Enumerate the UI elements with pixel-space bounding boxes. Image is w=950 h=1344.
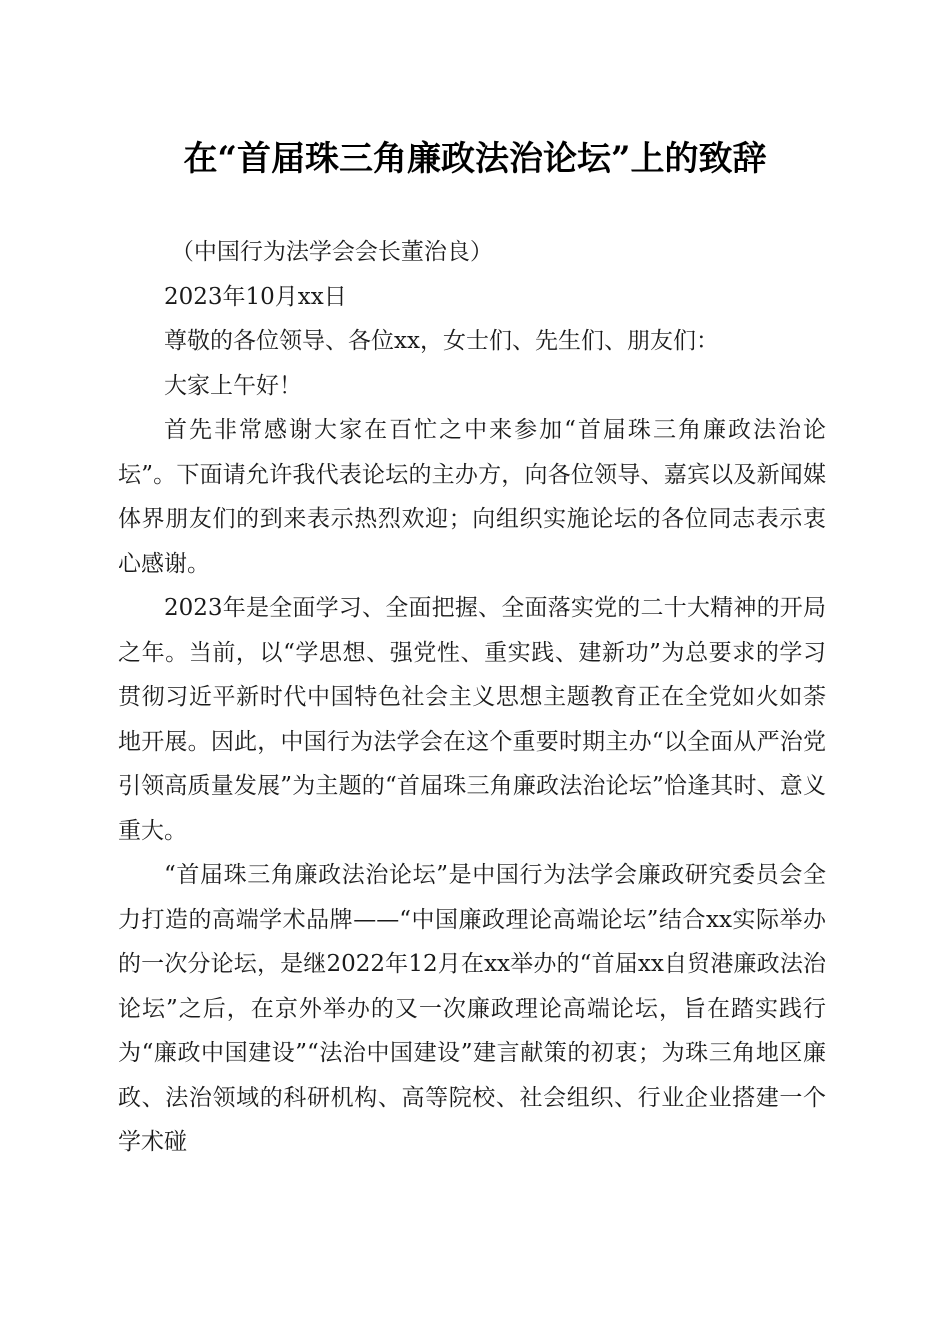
paragraph: 2023年是全面学习、全面把握、全面落实党的二十大精神的开局之年。当前，以“学思想、强党性、重实践、建新功”为总要求的学习贯彻习近平新时代中国特色社会主义思想主题教育正在全党如火如荼地开展。因此，中国行为法学会在这个重要时期主办“以全面从严治党引领高质量发展”为主题的“首届珠三角廉政法治论坛”恰逢其时、意义重大。 xyxy=(118,595,826,844)
greeting-line: 大家上午好！ xyxy=(164,372,302,399)
document-title: 在“首届珠三角廉政法治论坛”上的致辞 xyxy=(183,139,767,179)
salutation-line: 尊敬的各位领导、各位xx，女士们、先生们、朋友们： xyxy=(164,328,719,354)
speaker-line: （中国行为法学会会长董治良） xyxy=(170,239,493,265)
paragraph: “首届珠三角廉政法治论坛”是中国行为法学会廉政研究委员会全力打造的高端学术品牌——“中国廉政理论高端论坛”结合xx实际举办的一次分论坛，是继2022年12月在xx举办的“首届xx自贸港廉政法治论坛”之后，在京外举办的又一次廉政理论高端论坛，旨在踏实践行为“廉政中国建设”“法治中国建设”建言献策的初衷；为珠三角地区廉政、法治领域的科研机构、高等院校、社会组织、行业企业搭建一个学术碰 xyxy=(118,862,826,1155)
document-body xyxy=(118,230,826,1165)
date-line: 2023年10月xx日 xyxy=(164,283,347,310)
paragraph: 首先非常感谢大家在百忙之中来参加“首届珠三角廉政法治论坛”。下面请允许我代表论坛的主办方，向各位领导、嘉宾以及新闻媒体界朋友们的到来表示热烈欢迎；向组织实施论坛的各位同志表示衷心感谢。 xyxy=(118,417,826,577)
